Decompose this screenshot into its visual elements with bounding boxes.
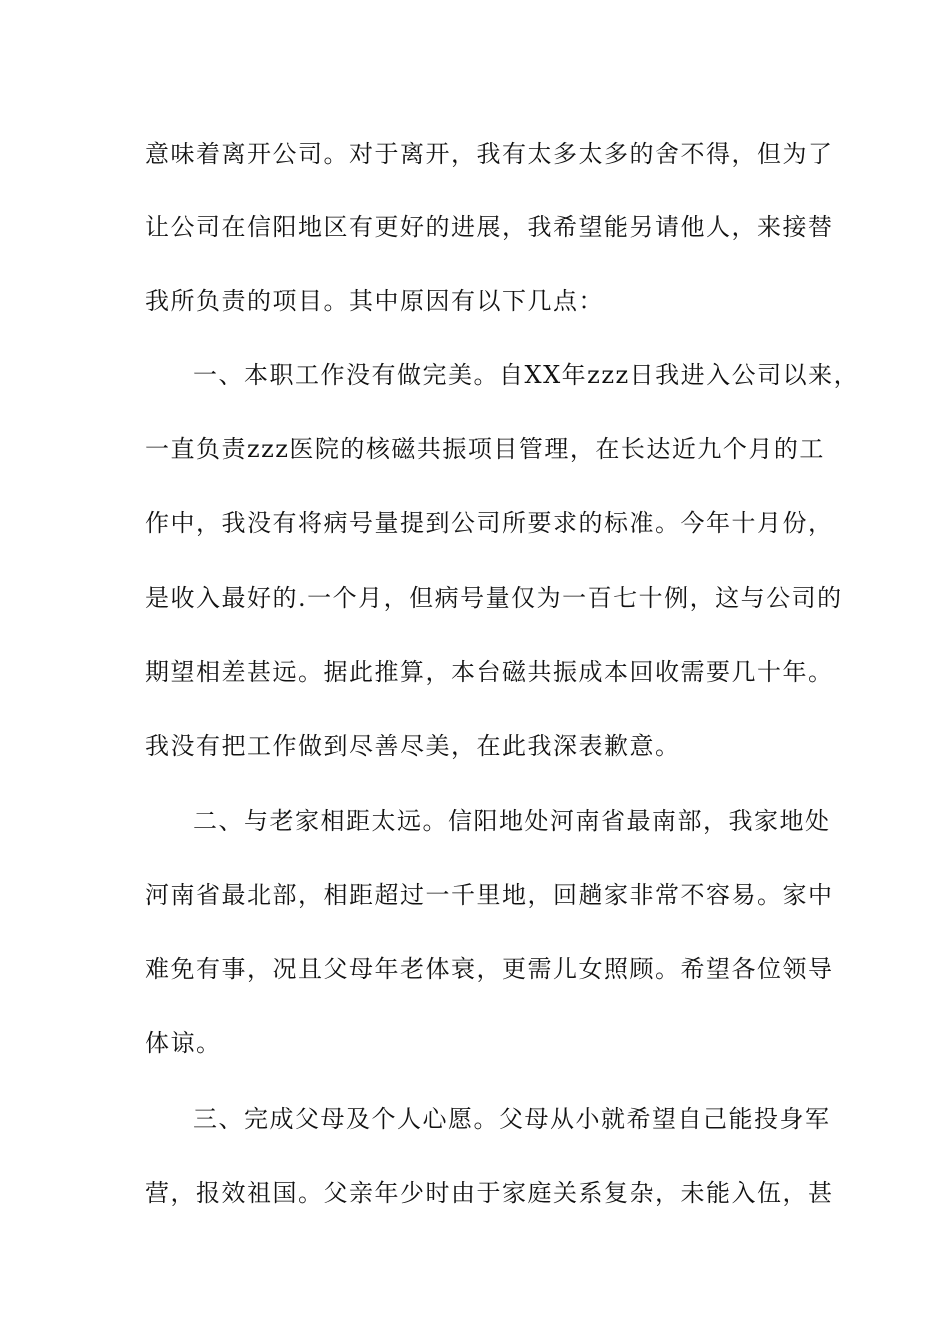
text-line: 意味着离开公司。对于离开，我有太多太多的舍不得，但为了 bbox=[145, 140, 834, 168]
paragraph-start-line: 一、本职工作没有做完美。自XX年zzz日我进入公司以来， bbox=[193, 361, 860, 389]
text-line: 体谅。 bbox=[145, 1029, 222, 1057]
text-line: 我所负责的项目。其中原因有以下几点： bbox=[145, 287, 604, 315]
text-line: 我没有把工作做到尽善尽美，在此我深表歉意。 bbox=[145, 732, 681, 760]
text-line: 难免有事，况且父母年老体衰，更需儿女照顾。希望各位领导 bbox=[145, 955, 834, 983]
text-line: 期望相差甚远。据此推算，本台磁共振成本回收需要几十年。 bbox=[145, 658, 834, 686]
paragraph-start-line: 二、与老家相距太远。信阳地处河南省最南部，我家地处 bbox=[193, 807, 831, 835]
paragraph-start-line: 三、完成父母及个人心愿。父母从小就希望自己能投身军 bbox=[193, 1105, 831, 1133]
text-line: 是收入最好的.一个月，但病号量仅为一百七十例，这与公司的 bbox=[145, 584, 843, 612]
text-line: 一直负责zzz医院的核磁共振项目管理，在长达近九个月的工 bbox=[145, 435, 825, 463]
text-line: 营，报效祖国。父亲年少时由于家庭关系复杂，未能入伍，甚 bbox=[145, 1179, 834, 1207]
text-line: 让公司在信阳地区有更好的进展，我希望能另请他人，来接替 bbox=[145, 213, 834, 241]
text-line: 河南省最北部，相距超过一千里地，回趟家非常不容易。家中 bbox=[145, 881, 834, 909]
text-line: 作中，我没有将病号量提到公司所要求的标准。今年十月份， bbox=[145, 509, 834, 537]
